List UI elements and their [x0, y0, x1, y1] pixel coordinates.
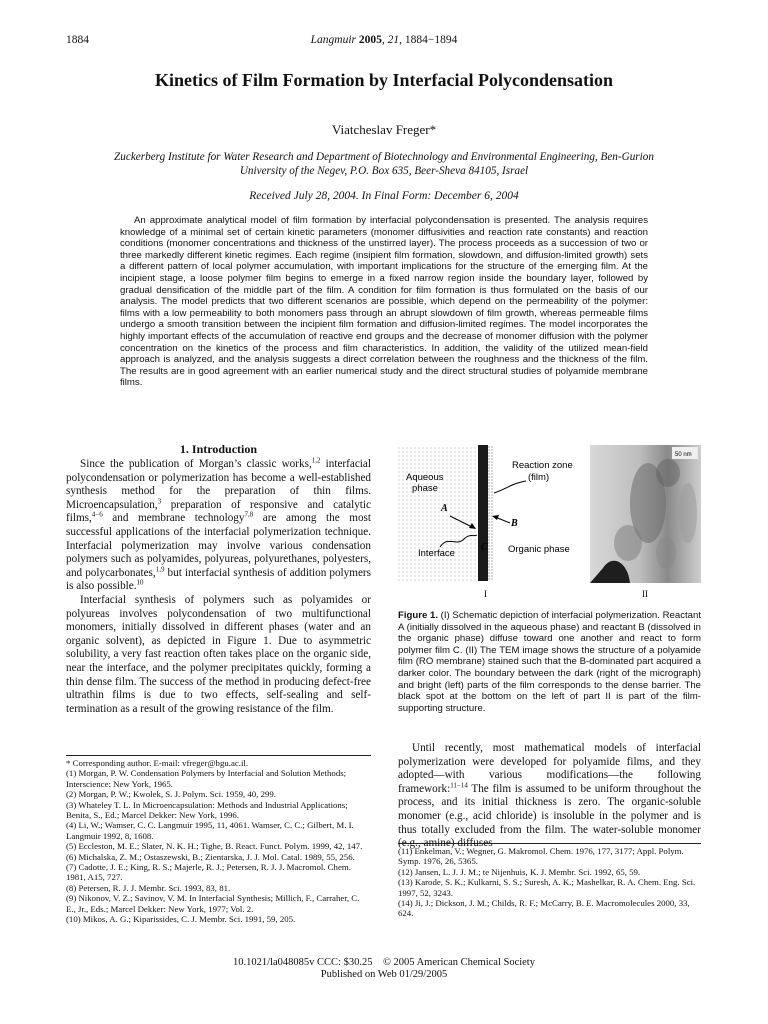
footnote: (11) Enkelman, V.; Wegner, G. Makromol. Chem. 1976, 177, 3177; Appl. Polym. Symp. 1976, 26, 5365. [398, 846, 684, 867]
scale-bar-label: 50 nm [675, 452, 692, 458]
label-interface: Interface [418, 548, 455, 559]
aqueous-region [398, 445, 478, 581]
footnote: (1) Morgan, P. W. Condensation Polymers by Interfacial and Solution Methods; Interscience: New York, 1965. [66, 768, 347, 789]
footnote: (10) Mikos, A. G.; Kiparissides, C. J. Membr. Sci. 1991, 59, 205. [66, 914, 296, 925]
footnote: (9) Nikonov, V. Z.; Savinov, V. M. In Interfacial Synthesis; Millich, F., Carraher, C. E., Jr., Eds.; Marcel Dekker: New York, 1977; Vol. 2. [66, 893, 360, 914]
footnote: (4) Li, W.; Wamser, C. C. Langmuir 1995, 11, 4061. Wamser, C. C.; Gilbert, M. I. Langmuir 1992, 8, 1608. [66, 820, 354, 841]
label-reaction-zone: Reaction zone [512, 460, 573, 471]
abstract: An approximate analytical model of film formation by interfacial polycondensation is presented. The analysis requires knowledge of a minimal set of certain kinetic parameters (monomer diffusivities and reaction rate constants) and reaction conditions (monomer concentrations and thickness of the unstirred layer). The process proceeds as a succession of two or three markedly different kinetic regimes. Each regime (insipient film formation, slowdown, and diffusion-limited growth) sets a different pattern of local polymer accumulation, with important implications for the structure of the emerging film. At the incipient stage, a loose polymer film begins to emerge in a fixed narrow region inside the boundary layer, followed by gradual densification of the middle part of the film. A condition for film formation is thus formulated on the basis of our analysis. The model predicts that two different scenarios are possible, which depend on the permeability of the polymer: films with a low permeability to both monomers pass through an abrupt slowdown of film growth, whereas permeable films undergo a smooth transition between the incipient film formation and diffusion-limited regimes. The model incorporates the highly important effects of the accumulation of reactive end groups and the decrease of monomer diffusion with the polymer concentration on the kinetics of the process and film characteristics. In addition, the validity of the utilized mean-field approach is analyzed, and the analysis suggests a direct correlation between the roughness and the thickness of the film. The results are in good agreement with an earlier numerical study and the direct structural studies of polyamide membrane films. [120, 215, 648, 389]
label-film: (film) [528, 472, 550, 483]
label-aqueous: Aqueous [406, 472, 444, 483]
journal-year: 2005 [358, 34, 382, 46]
intro-paragraph-3: Until recently, most mathematical models of interfacial polymerization were developed for polyamide films, and they adopted—with various modifications—the following framework:$^{11-14}$ The film is assumed to be uniform throughout the process, and its initial thickness is zero. The organic-soluble monomer (e.g., acid chloride) is insoluble in the polymer and is thus totally excluded from the film. The water-soluble monomer (e.g., amine) diffuses [398, 742, 701, 850]
journal-name: Langmuir [310, 34, 356, 46]
panel-label-I: I [484, 589, 487, 599]
panel-label-II: II [642, 589, 648, 599]
footnote: (2) Morgan, P. W.; Kwolek, S. J. Polym. Sci. 1959, 40, 299. [66, 789, 276, 800]
doi: 10.1021/la048085v CCC: $30.25 [233, 957, 373, 968]
footnote: (14) Ji, J.; Dickson, J. M.; Childs, R. F.; McCarry, B. E. Macromolecules 2000, 33, 624. [398, 898, 690, 919]
affiliation: Zuckerberg Institute for Water Research and Department of Biotechnology and Environmental Engineering, Ben-Gurion University of the Negev, P.O. Box 635, Beer-Sheva 84105, Israel [114, 151, 654, 177]
label-B: B [511, 518, 518, 529]
footnote: * Corresponding author. E-mail: vfreger@bgu.ac.il. [66, 758, 249, 768]
caption-text: (I) Schematic depiction of interfacial polymerization. Reactant A (initially dissolved in the aqueous phase) and reactant B (dissolved in the organic phase) diffuse toward one another and react to form polymer film C. (II) The TEM image shows the structure of a polyamide film (RO membrane) stained such that the B-dominated part acquired a darker color. The boundary between the dark (right of the micrograph) and bright (left) parts of the film corresponds to the dense barrier. The black spot at the bottom on the left of part II is part of the film-supporting structure. [398, 610, 701, 714]
paper-title: Kinetics of Film Formation by Interfacial Polycondensation [155, 70, 613, 90]
label-phase: phase [412, 483, 438, 494]
published-date: Published on Web 01/29/2005 [320, 969, 448, 980]
footnotes-left [66, 758, 371, 925]
label-C: C [481, 542, 488, 553]
film-layer [478, 445, 488, 581]
running-header: Langmuir 2005, 21, 1884−1894 [310, 34, 458, 46]
footnote: (13) Karode, S. K.; Kulkarni, S. S.; Suresh, A. K.; Mashelkar, R. A. Chem. Eng. Sci. 1997, 52, 3243. [398, 877, 696, 898]
received-dates: Received July 28, 2004. In Final Form: December 6, 2004 [249, 190, 519, 202]
footnote-rule-left [66, 755, 371, 756]
footnote: (6) Michalska, Z. M.; Ostaszewski, B.; Zientarska, J. J. Mol. Catal. 1989, 55, 256. [66, 851, 355, 862]
figure-1-caption [398, 610, 701, 714]
section-heading: 1. Introduction [179, 442, 258, 456]
footnote: (8) Petersen, R. J. J. Membr. Sci. 1993, 83, 81. [66, 882, 231, 893]
page-footer [0, 957, 768, 981]
intro-paragraph-2: Interfacial synthesis of polymers such as polyamides or polyureas involves polycondensation of two multifunctional monomers, initially dissolved in different phases (water and an organic solvent), as depicted in Figure 1. Due to asymmetric solubility, a very fast reaction often takes place on the organic side, near the interface, and the polymer precipitates quickly, forming a thin dense film. The success of the method in producing defect-free ultrathin films is due to two effects, self-sealing and self-termination as a result of the growing resistance of the film. [66, 593, 371, 715]
footnote: (7) Cadotte, J. E.; King, R. S.; Majerle, R. J.; Petersen, R. J. J. Macromol. Chem. 1981, A15, 727. [66, 862, 351, 883]
label-organic-phase: Organic phase [508, 544, 570, 555]
caption-label: Figure 1. [398, 610, 438, 621]
label-A: A [441, 503, 448, 514]
organic-boundary [488, 445, 494, 581]
figure-1-graphic [398, 443, 701, 605]
footnote-rule-right [398, 843, 701, 844]
footnote: (3) Whateley T. L. In Microencapsulation: Methods and Industrial Applications; Benita, S., Ed.; Marcel Dekker: New York, 1996. [66, 799, 348, 821]
footnote: (12) Jansen, L. J. J. M.; te Nijenhuis, K. J. Membr. Sci. 1992, 65, 59. [398, 866, 641, 877]
figure-1 [398, 443, 701, 605]
footnote: (5) Eccleston, M. E.; Slater, N. K. H.; Tighe, B. React. Funct. Polym. 1999, 42, 147. [66, 841, 363, 852]
intro-right-column [398, 742, 701, 851]
author: Viatcheslav Freger* [331, 122, 437, 137]
journal-volume: 21 [387, 34, 400, 46]
copyright: © 2005 American Chemical Society [382, 957, 535, 968]
intro-left-column [66, 458, 371, 716]
page-number: 1884 [66, 34, 89, 46]
journal-pages: 1884−1894 [404, 34, 458, 46]
footnotes-right [398, 846, 701, 919]
intro-paragraph-1: Since the publication of Morgan’s classic works,$^{1,2}$ interfacial polycondensation or polymerization has become a well-established synthesis method for the preparation of thin films. Microencapsulation,$^3$ preparation of responsive and catalytic films,$^{4-6}$ and membrane technology$^{7,8}$ are among the most successful applications of the interfacial polymerization technique. Interfacial polymerization may involve various condensation polymers such as polyamides, polyureas, polyurethanes, polyesters, and polycarbonates,$^{1,9}$ but interfacial synthesis of addition polymers is also possible.$^{10}$ [66, 456, 372, 593]
